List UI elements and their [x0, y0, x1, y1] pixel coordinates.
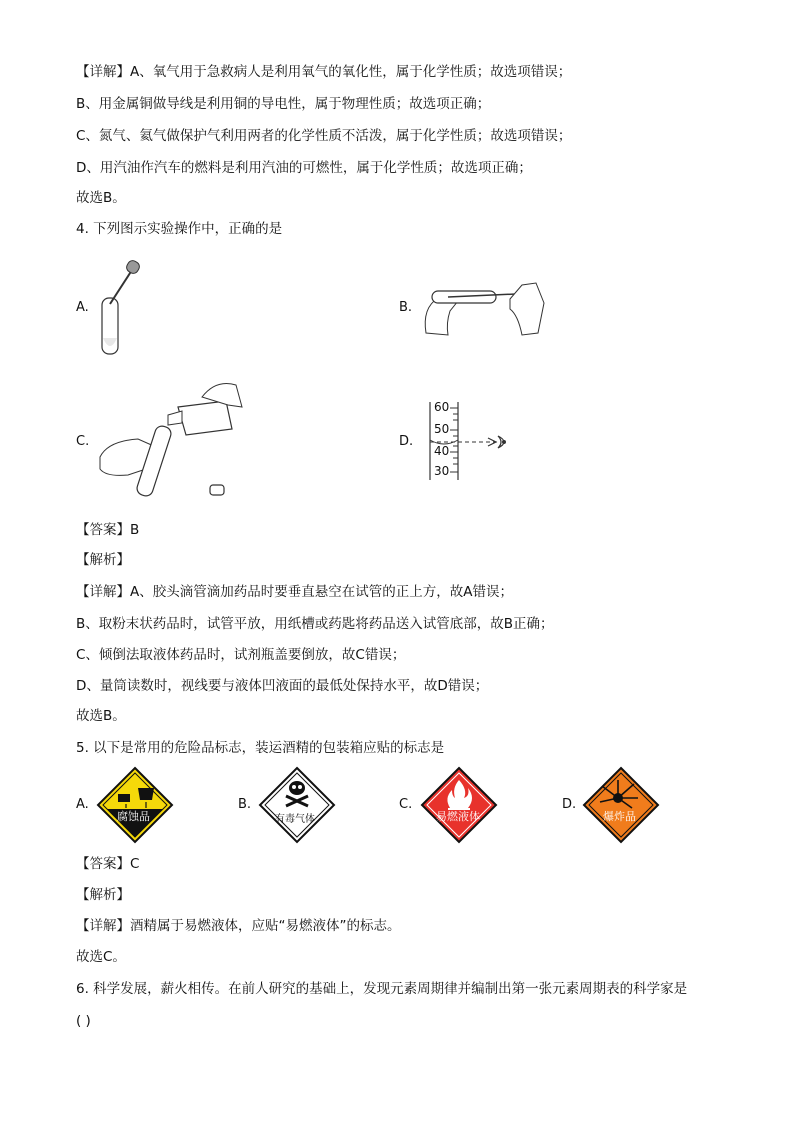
q5-option-b-label: B.	[238, 797, 252, 812]
q5-answer: 【答案】C	[76, 856, 140, 872]
q4-option-d-explain: D、量筒读数时，视线要与液体凹液面的最低处保持水平，故D错误；	[76, 678, 489, 694]
q5-stem: 5. 以下是常用的危险品标志，装运酒精的包装箱应贴的标志是	[76, 740, 445, 756]
toxic-gas-sign	[258, 766, 336, 844]
q4-conclusion: 故选B。	[76, 708, 126, 724]
explosive-sign	[582, 766, 660, 844]
q5-option-d-label: D.	[562, 797, 577, 812]
explosive-sign-label: 爆炸品	[603, 810, 636, 823]
q3-detail: 【详解】A、氧气用于急救病人是利用氧气的氧化性，属于化学性质；故选项错误；	[76, 64, 572, 80]
q4-option-c-label: C.	[76, 434, 90, 449]
q4-option-c-explain: C、倾倒法取液体药品时，试剂瓶盖要倒放，故C错误；	[76, 647, 406, 663]
q4-option-b-label: B.	[399, 300, 413, 315]
q4-option-d-label: D.	[399, 434, 414, 449]
q4-option-a-label: A.	[76, 300, 89, 315]
powder-spatula-figure	[418, 253, 548, 343]
q5-option-a-label: A.	[76, 797, 89, 812]
q3-option-b-explain: B、用金属铜做导线是利用铜的导电性，属于物理性质；故选项正确；	[76, 96, 491, 112]
cylinder-tick-60: 60	[434, 400, 450, 414]
q5-detail: 【详解】酒精属于易燃液体，应贴“易燃液体”的标志。	[76, 918, 401, 934]
q3-conclusion: 故选B。	[76, 190, 126, 206]
cylinder-tick-30: 30	[434, 464, 450, 478]
cylinder-tick-50: 50	[434, 422, 450, 436]
cylinder-tick-40: 40	[434, 444, 450, 458]
corrosive-sign	[96, 766, 174, 844]
pouring-liquid-figure	[98, 377, 248, 507]
q5-analysis-heading: 【解析】	[76, 887, 130, 903]
q4-option-b-explain: B、取粉末状药品时，试管平放，用纸槽或药匙将药品送入试管底部，故B正确；	[76, 616, 554, 632]
q4-detail: 【详解】A、胶头滴管滴加药品时要垂直悬空在试管的正上方，故A错误；	[76, 584, 513, 600]
corrosive-sign-label: 腐蚀品	[117, 810, 150, 823]
q3-option-d-explain: D、用汽油作汽车的燃料是利用汽油的可燃性，属于化学性质；故选项正确；	[76, 160, 532, 176]
flammable-liquid-sign	[420, 766, 498, 844]
q4-analysis-heading: 【解析】	[76, 552, 130, 568]
flammable-liquid-sign-label: 易燃液体	[436, 810, 480, 823]
q3-option-c-explain: C、氮气、氦气做保护气利用两者的化学性质不活泼，属于化学性质；故选项错误；	[76, 128, 572, 144]
dropper-test-tube-figure	[96, 258, 156, 358]
q5-option-c-label: C.	[399, 797, 413, 812]
toxic-gas-sign-label: 有毒气体	[275, 814, 315, 825]
q5-conclusion: 故选C。	[76, 949, 126, 965]
q4-answer: 【答案】B	[76, 522, 140, 538]
q4-stem: 4. 下列图示实验操作中，正确的是	[76, 221, 283, 237]
q6-blank: ( )	[76, 1013, 91, 1029]
q6-stem: 6. 科学发展，薪火相传。在前人研究的基础上，发现元素周期律并编制出第一张元素周期表的科学家是	[76, 981, 688, 997]
